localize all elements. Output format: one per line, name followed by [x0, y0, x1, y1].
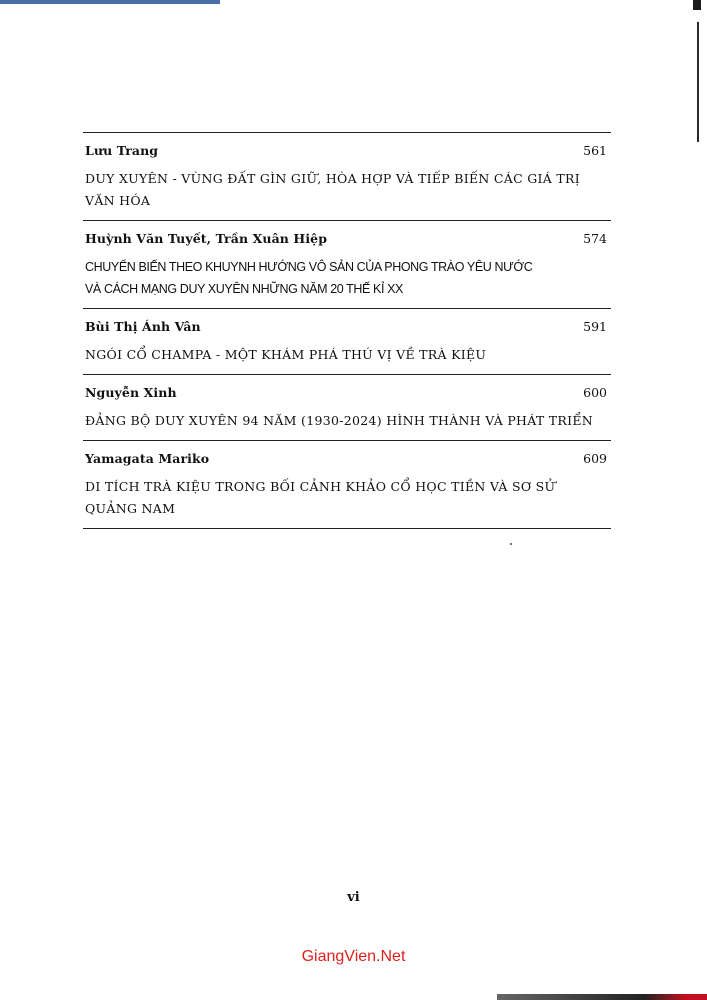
scan-edge-strip: [497, 994, 707, 1000]
toc-title-line: ĐẢNG BỘ DUY XUYÊN 94 NĂM (1930-2024) HÌNH THÀNH VÀ PHÁT TRIỂN: [85, 413, 594, 428]
toc-page-number: 609: [583, 451, 607, 466]
toc-author: Nguyễn Xinh: [85, 385, 177, 400]
toc-title: [85, 410, 611, 432]
toc-entry[interactable]: [83, 221, 611, 309]
toc-entry[interactable]: [83, 441, 611, 529]
toc-page-number: 600: [583, 385, 607, 400]
toc-title-line: QUẢNG NAM: [85, 501, 176, 516]
scan-edge-mark: [693, 0, 701, 10]
toc-entry[interactable]: [83, 375, 611, 441]
toc-entry[interactable]: [83, 133, 611, 221]
scan-edge-line: [697, 22, 699, 142]
toc-title: [85, 476, 611, 520]
toc-title-line: VÀ CÁCH MẠNG DUY XUYÊN NHỮNG NĂM 20 THẾ KỈ XX: [85, 282, 403, 296]
page-number: vi: [347, 890, 360, 905]
toc-page-number: 591: [583, 319, 607, 334]
toc-title: [85, 168, 611, 212]
toc-title: [85, 344, 611, 366]
toc-title: [85, 256, 611, 300]
watermark: GiangVien.Net: [301, 948, 406, 965]
toc-page-number: 574: [583, 231, 607, 246]
scan-edge-bar: [0, 0, 220, 4]
toc-title-line: DUY XUYÊN - VÙNG ĐẤT GÌN GIỮ, HÒA HỢP VÀ TIẾP BIẾN CÁC GIÁ TRỊ: [85, 171, 580, 186]
toc-title-line: DI TÍCH TRÀ KIỆU TRONG BỐI CẢNH KHẢO CỔ HỌC TIỀN VÀ SƠ SỬ: [85, 479, 556, 494]
scan-speck: [510, 543, 512, 545]
toc-title-line: CHUYỂN BIẾN THEO KHUYNH HƯỚNG VÔ SẢN CỦA PHONG TRÀO YÊU NƯỚC: [85, 260, 533, 274]
toc-author: Bùi Thị Ánh Vân: [85, 319, 201, 334]
toc-title-line: NGÓI CỔ CHAMPA - MỘT KHÁM PHÁ THÚ VỊ VỀ TRÀ KIỆU: [85, 347, 487, 362]
toc-author: Lưu Trang: [85, 143, 159, 158]
table-of-contents: [83, 132, 611, 529]
toc-entry[interactable]: [83, 309, 611, 375]
toc-author: Huỳnh Văn Tuyết, Trần Xuân Hiệp: [85, 231, 328, 246]
toc-title-line: VĂN HÓA: [85, 193, 151, 208]
toc-author: Yamagata Mariko: [85, 451, 210, 466]
toc-page-number: 561: [583, 143, 607, 158]
